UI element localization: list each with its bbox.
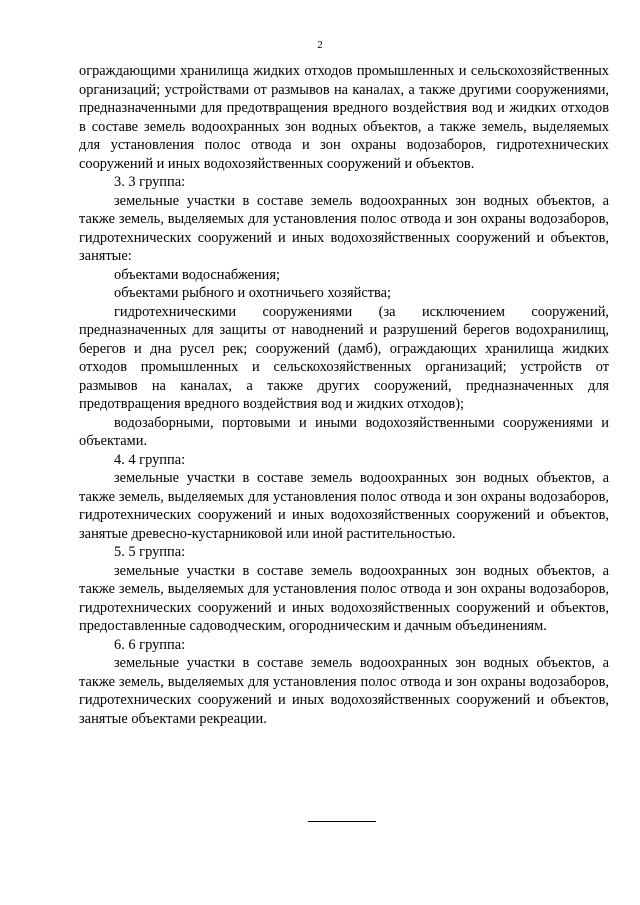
group-5-description: земельные участки в составе земель водоохранных зон водных объектов, а также земель, выделяемых для установления полос отвода и зон охраны водозаборов, гидротехнических сооружений и иных водохозяйственных сооружений и объектов, предоставленные садоводческим, огородническим и дачным объединениям. [79,562,609,634]
group-6-heading: 6. 6 группа: [114,636,186,653]
group-6-description: земельные участки в составе земель водоохранных зон водных объектов, а также земель, выделяемых для установления полос отвода и зон охраны водозаборов, гидротехнических сооружений и иных водохозяйственных сооружений и объектов, занятые объектами рекреации. [79,655,609,727]
group-5-heading: 5. 5 группа: [114,544,186,560]
end-of-document-rule [308,821,376,822]
list-item-water-intake: водозаборными, портовыми и иными водохозяйственными сооружениями и объектами. [79,414,609,449]
document-body [79,62,609,728]
paragraph-continuation: ограждающими хранилища жидких отходов промышленных и сельскохозяйственных организаций; устройствами от размывов на каналах, а также другими сооружениями, предназначенными для предотвращения вредного воздействия вод и жидких отходов в составе земель водоохранных зон водных объектов, а также земель, выделяемых для установления полос отвода и зон охраны водозаборов, гидротехнических сооружений и иных водохозяйственных сооружений и объектов. [79,63,609,172]
group-3-heading: 3. 3 группа: [114,174,186,190]
list-item-hydraulic-structures: гидротехническими сооружениями (за исключением сооружений, предназначенных для защиты от наводнений и разрушений берегов водохранилищ, берегов и дна русел рек; сооружений (дамб), ограждающих хранилища жидких отходов промышленных и сельскохозяйственных организаций; устройств от размывов на каналах, а также других сооружений, предназначенных для предотвращения вредного воздействия вод и жидких отходов); [79,303,609,412]
group-4-heading: 4. 4 группа: [114,451,186,468]
page-number: 2 [317,39,323,51]
group-3-description: земельные участки в составе земель водоохранных зон водных объектов, а также земель, выделяемых для установления полос отвода и зон охраны водозаборов, гидротехнических сооружений и иных водохозяйственных сооружений и объектов, занятые: [79,192,609,264]
list-item-water-supply: объектами водоснабжения; [114,266,280,283]
list-item-fishing-hunting: объектами рыбного и охотничьего хозяйства; [114,285,391,301]
group-4-description: земельные участки в составе земель водоохранных зон водных объектов, а также земель, выделяемых для установления полос отвода и зон охраны водозаборов, гидротехнических сооружений и иных водохозяйственных сооружений и объектов, занятые древесно-кустарниковой или иной растительностью. [79,470,609,542]
